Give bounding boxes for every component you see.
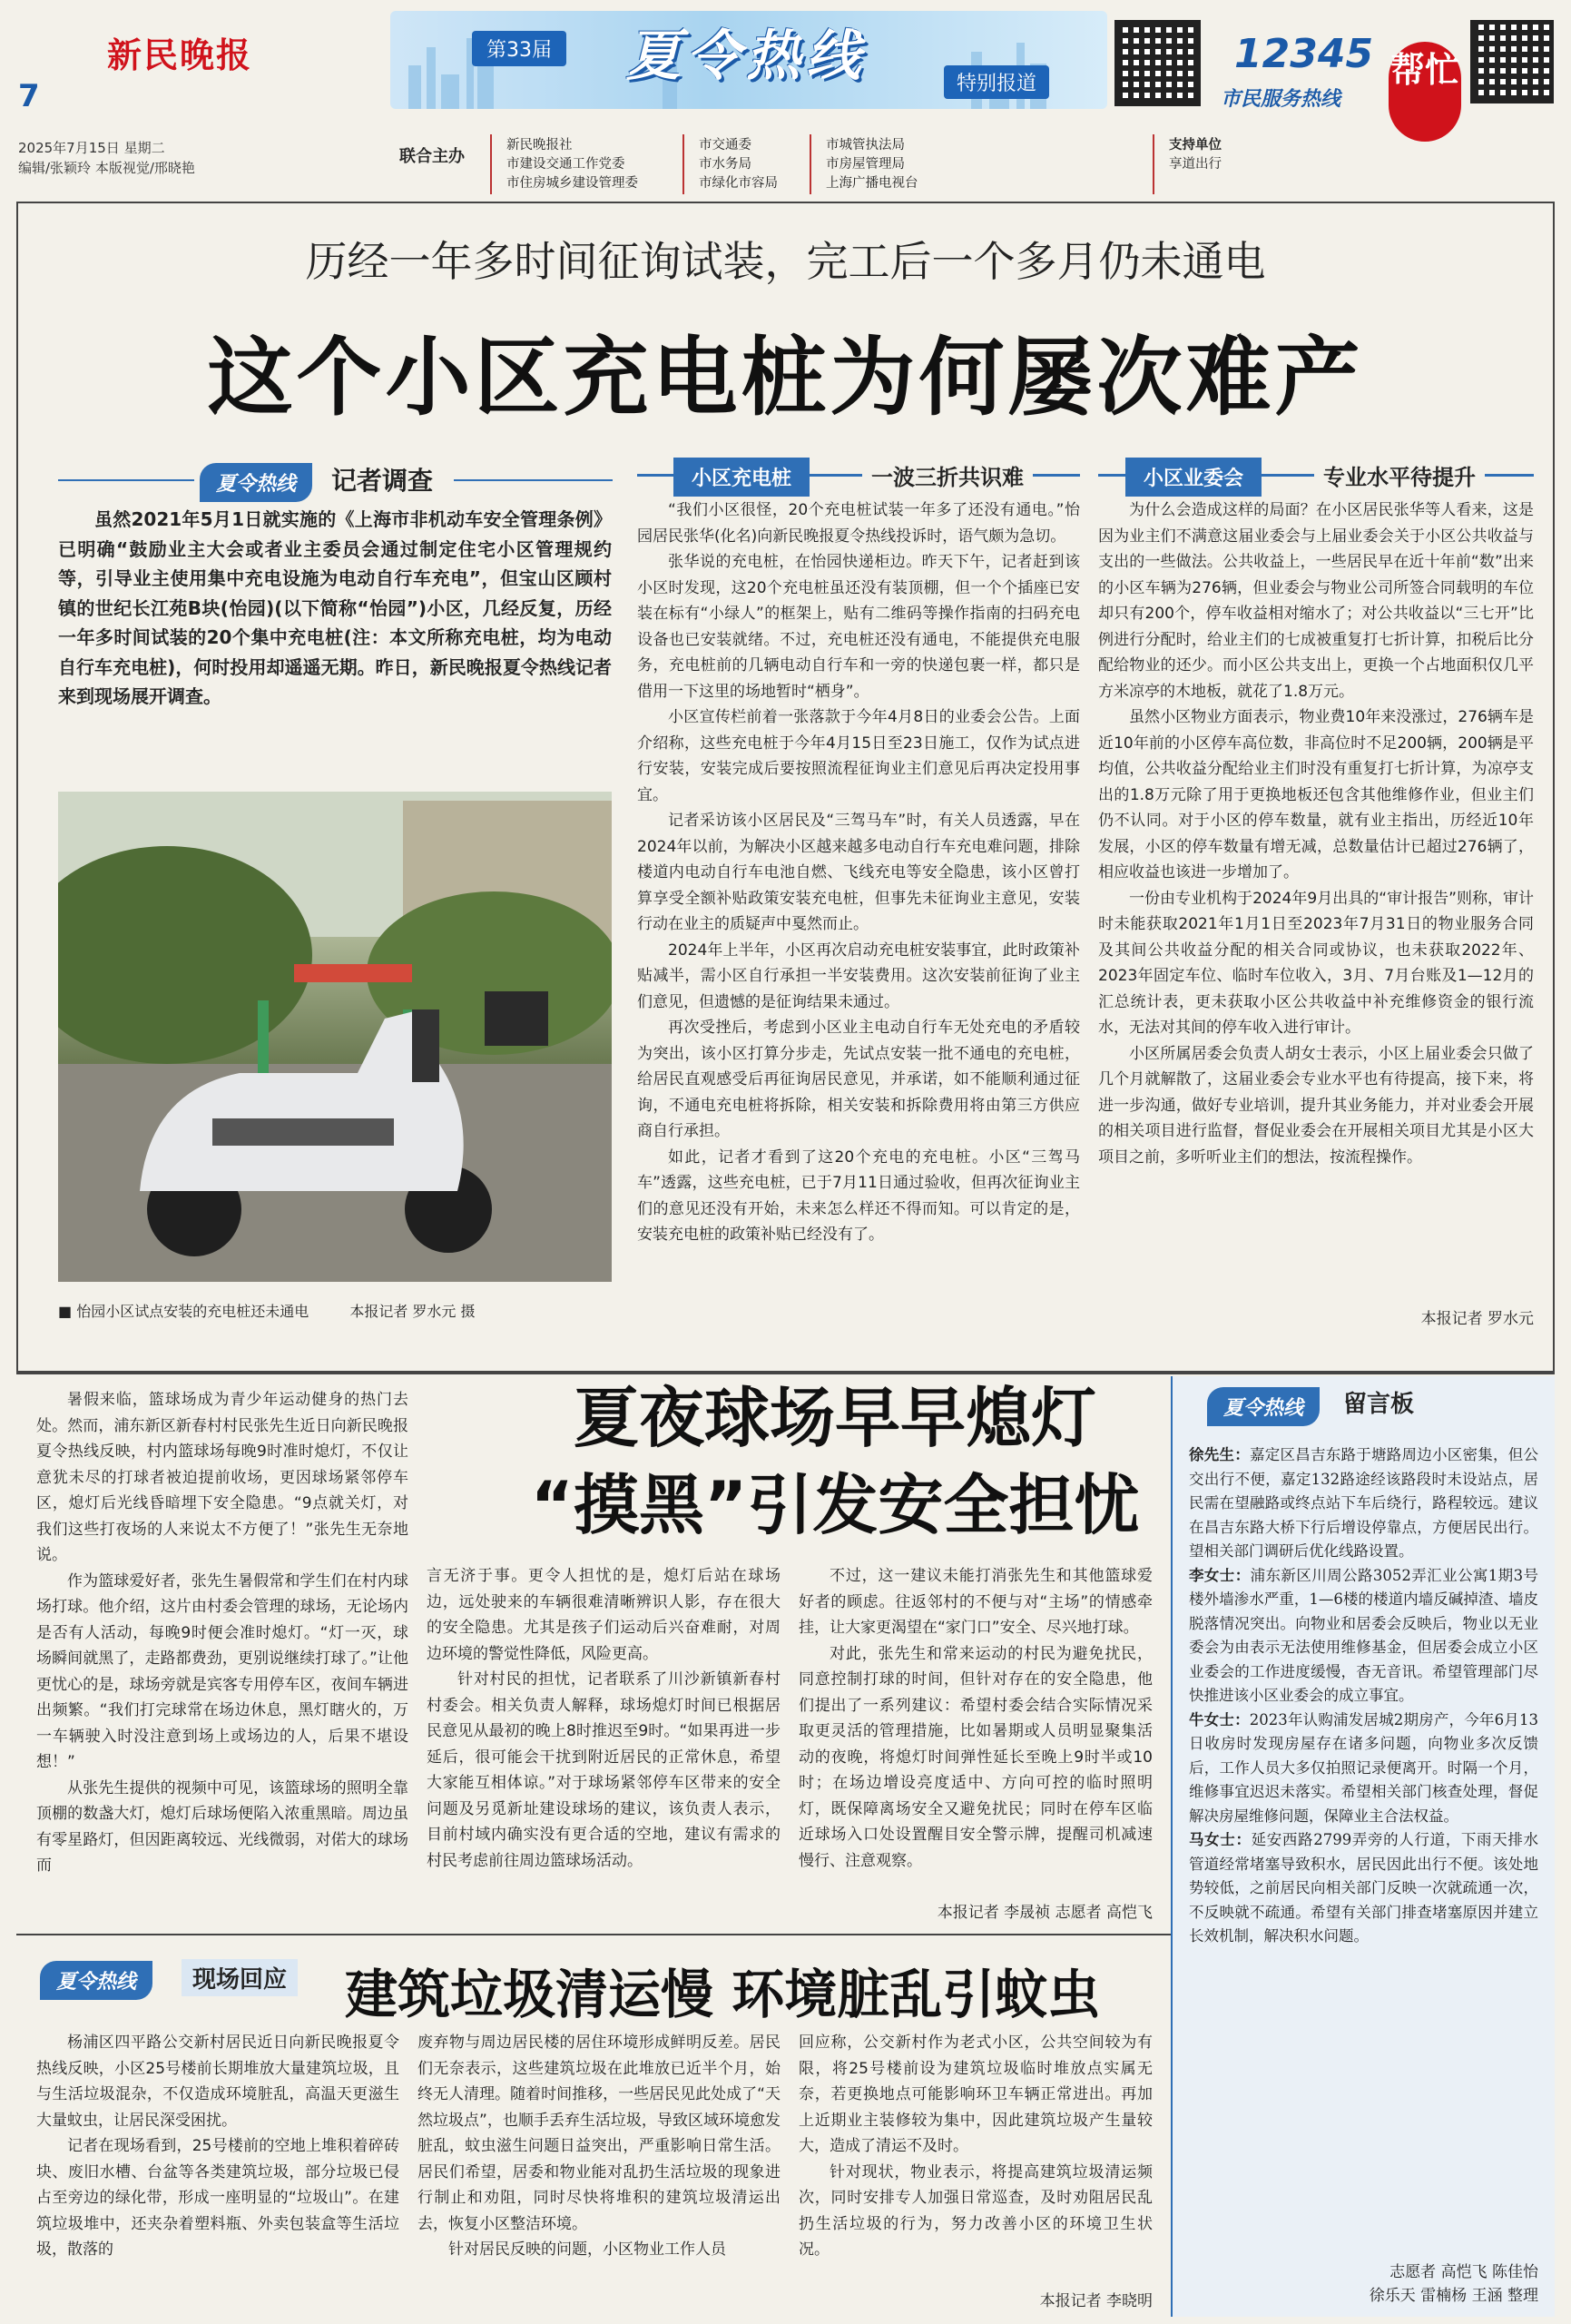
organizers-label: 联合主办: [399, 147, 465, 166]
construction-col3: 回应称，公交新村作为老式小区，公共空间较为有限，将25号楼前设为建筑垃圾临时堆放点实属无奈，若更换地点可能影响环卫车辆正常进出。再加上近期业主装修较为集中，因此建筑垃圾产生量较大，造成了清运不及时。 针对现状，物业表示，将提高建筑垃圾清运频次，同时安排专人加强日常巡查，及时劝阻居民乱扔生活垃圾的行为，努力改善小区的环境卫生状况。: [799, 2034, 1153, 2259]
divider: [58, 479, 194, 481]
section1-body: “我们小区很怪，20个充电桩试装一年多了还没有通电。”怡园居民张华(化名)向新民晚报夏令热线投诉时，语气颇为急切。 张华说的充电桩，在怡园快递柜边。昨天下午，记者赶到该小区时发现，这20个充电桩虽还没有装顶棚，但一个个插座已安装在标有“小绿人”的框架上，贴有二维码等操作指南的扫码充电设备也已安装就绪。不过，充电桩还没有通电，不能提供充电服务，充电桩前的几辆电动自行车和一旁的快递包裹一样，都只是借用一下这里的场地暂时“栖身”。 小区宣传栏前着一张落款于今年4月8日的业委会公告。上面介绍称，这些充电桩于今年4月15日至23日施工，仅作为试点进行安装，安装完成后要按照流程征询业主们意见后再决定投用事宜。 记者采访该小区居民及“三驾马车”时，有关人员透露，早在2024年以前，为解决小区越来越多电动自行车充电难问题，排除楼道内电动自行车电池自燃、飞线充电等安全隐患，该小区曾打算享受全额补贴政策安装充电桩，但事先未征询业主意见，安装行动在业主的质疑声中戛然而止。 2024年上半年，小区再次启动充电桩安装事宜，此时政策补贴减半，需小区自行承担一半安装费用。这次安装前征询了业主们意见，但遗憾的是征询结果未通过。 再次受挫后，考虑到小区业主电动自行车无处充电的矛盾较为突出，该小区打算分步走，先试点安装一批不通电的充电桩，给居民直观感受后再征询居民意见，并承诺，如不能顺利通过征询，不通电充电桩将拆除，相关安装和拆除费用将由第三方供应商自行承担。 如此，记者才看到了这20个充电的充电桩。小区“三驾马车”透露，这些充电桩，已于7月11日通过验收，但再次征询业主们的意见还没有开始，未来怎么样还不得而知。可以肯定的是，安装充电桩的政策补贴已经没有了。: [637, 501, 1080, 1244]
hotline-number: 12345: [1234, 31, 1374, 77]
lead-byline: 本报记者 罗水元: [1420, 1310, 1534, 1328]
section1-tag: 小区充电桩: [673, 458, 810, 497]
lead-intro: 虽然2021年5月1日就实施的《上海市非机动车安全管理条例》已明确“鼓励业主大会或者业主委员会通过制定住宅小区管理规约等，引导业主使用集中充电设施为电动自行车充电”，但宝山区顾村镇的世纪长江苑B块(怡园)(以下简称“怡园”)小区，几经反复，历经一年多时间试装的20个集中充电桩(注：本文所称充电桩，均为电动自行车充电桩)，何时投用却遥遥无期。昨日，新民晚报夏令热线记者来到现场展开调查。: [58, 508, 612, 707]
column-name: 留言板: [1343, 1391, 1415, 1418]
message-credit-1: 志愿者 高恺飞 陈佳怡: [1389, 2263, 1538, 2281]
column-name: 现场回应: [182, 1959, 298, 1996]
photo-caption: ■ 怡园小区试点安装的充电桩还未通电 本报记者 罗水元 摄: [58, 1303, 476, 1320]
issue-date: 2025年7月15日 星期二: [18, 140, 165, 156]
construction-byline: 本报记者 李晓明: [1039, 2292, 1153, 2310]
charging-pile-photo: [58, 792, 612, 1282]
section2-tag: 小区业委会: [1125, 458, 1262, 497]
construction-col1: 杨浦区四平路公交新村居民近日向新民晚报夏令热线反映，小区25号楼前长期堆放大量建筑垃圾，且与生活垃圾混杂，不仅造成环境脏乱，高温天更滋生大量蚊虫，让居民深受困扰。 记者在现场看到，25号楼前的空地上堆积着碎砖块、废旧水槽、台盆等各类建筑垃圾，部分垃圾已侵占至旁边的绿化带，形成一座明显的“垃圾山”。在建筑垃圾堆中，还夹杂着塑料瓶、外卖包装盒等生活垃圾，散落的: [36, 2034, 399, 2259]
basketball-headline: 夏夜球场早早熄灯 “摸黑”引发安全担忧: [530, 1380, 1140, 1543]
message-item: 马女士：延安西路2799弄旁的人行道，下雨天排水管道经常堵塞导致积水，居民因此出行不便。该处地势较低，之前居民向相关部门反映一次就疏通一次，不反映就不疏通。希望有关部门排查堵塞原因并建立长效机制，解决积水问题。: [1189, 1831, 1539, 1945]
divider: [810, 134, 811, 194]
divider: [682, 134, 684, 194]
section1-title: 一波三折共识难: [862, 459, 1033, 491]
lead-subtitle: 历经一年多时间征询试装，完工后一个多月仍未通电: [305, 237, 1266, 286]
divider: [16, 1934, 1171, 1935]
bangmang-badge: 帮忙: [1389, 42, 1461, 142]
column-tag: 夏令热线: [200, 463, 312, 502]
construction-col2: 废弃物与周边居民楼的居住环境形成鲜明反差。居民们无奈表示，这些建筑垃圾在此堆放已近半个月，始终无人清理。随着时间推移，一些居民见此处成了“天然垃圾点”，也顺手丢弃生活垃圾，导致区域环境愈发脏乱，蚊虫滋生问题日益突出，严重影响日常生活。居民们希望，居委和物业能对乱扔生活垃圾的现象进行制止和劝阻，同时尽快将堆积的建筑垃圾清运出去，恢复小区整洁环境。 针对居民反映的问题，小区物业工作人员: [417, 2034, 781, 2259]
basketball-col1: 暑假来临，篮球场成为青少年运动健身的热门去处。然而，浦东新区新春村村民张先生近日向新民晚报夏令热线反映，村内篮球场每晚9时准时熄灯，不仅让意犹未尽的打球者被迫提前收场，更因球场紧邻停车区，熄灯后光线昏暗埋下安全隐患。“9点就关灯，对我们这些打夜场的人来说太不方便了！”张先生无奈地说。 作为篮球爱好者，张先生暑假常和学生们在村内球场打球。他介绍，这片由村委会管理的球场，无论场内是否有人活动，每晚9时便会准时熄灯。“灯一灭，球场瞬间就黑了，走路都费劲，更别说继续打球了。”让他更忧心的是，球场旁就是宾客专用停车区，夜间车辆进出频繁。“我们打完球常在场边休息，黑灯瞎火的，万一车辆驶入时没注意到场上或场边的人，后果不堪设想！” 从张先生提供的视频中可见，该篮球场的照明全靠顶棚的数盏大灯，熄灯后球场便陷入浓重黑暗。周边虽有零星路灯，但因距离较远、光线微弱，对偌大的球场而: [36, 1391, 408, 1875]
organizers-col3: 市城管执法局 市房屋管理局 上海广播电视台: [826, 138, 918, 191]
message-item: 李女士：浦东新区川周公路3052弄汇业公寓1期3号楼外墙渗水严重，1—6楼的楼道内墙反碱掉渣、墙皮脱落情况突出。向物业和居委会反映后，物业以无业委会为由表示无法使用维修基金，但居委会成立小区业委会的工作进度缓慢，杳无音讯。希望管理部门尽快推进该小区业委会的成立事宜。: [1189, 1566, 1538, 1704]
brand-title: 夏令热线: [626, 25, 866, 88]
photo-scene: [58, 792, 612, 1282]
divider: [1153, 134, 1154, 194]
basketball-byline: 本报记者 李晟祯 志愿者 高恺飞: [937, 1904, 1153, 1922]
qr-code-icon[interactable]: [1114, 20, 1201, 106]
message-item: 徐先生：嘉定区昌吉东路于塘路周边小区密集，但公交出行不便，嘉定132路途经该路段时未设站点，居民需在望融路或终点站下车后绕行，路程较远。建议在昌吉东路大桥下行后增设停靠点，方便居民出行。望相关部门调研后优化线路设置。: [1189, 1446, 1538, 1560]
column-tag: 夏令热线: [1207, 1387, 1320, 1426]
organizers-col1: 新民晚报社 市建设交通工作党委 市住房城乡建设管理委: [506, 138, 638, 191]
section2-title: 专业水平待提升: [1314, 459, 1485, 491]
divider: [490, 134, 492, 194]
support-units: 支持单位 享道出行: [1169, 138, 1222, 172]
basketball-col2: 言无济于事。更令人担忧的是，熄灯后站在球场边，远处驶来的车辆很难清晰辨识人影，存在很大的安全隐患。尤其是孩子们运动后兴奋难耐，对周边环境的警觉性降低，风险更高。 针对村民的担忧，记者联系了川沙新镇新春村村委会。相关负责人解释，球场熄灯时间已根据居民意见从最初的晚上8时推迟至9时。“如果再进一步延后，很可能会干扰到附近居民的正常休息，希望大家能互相体谅。”对于球场紧邻停车区带来的安全问题及另觅新址建设球场的建议，该负责人表示，目前村域内确实没有更合适的空地，建议有需求的村民考虑前往周边篮球场活动。: [427, 1567, 781, 1870]
lead-headline: 这个小区充电桩为何屡次难产: [207, 329, 1364, 428]
section2-body: 为什么会造成这样的局面？在小区居民张华等人看来，这是因为业主们不满意这届业委会与上届业委会关于小区公共收益与支出的一些做法。公共收益上，一些居民早在近十年前“数”出来的小区车辆为276辆，但业委会与物业公司所签合同载明的车位却只有200个，停车收益相对缩水了；对公共收益以“三七开”比例进行分配时，给业主们的七成被重复打七折计算，扣税后比分配给物业的还少。而小区公共支出上，更换一个占地面积仅几平方米凉亭的木地板，就花了1.8万元。 虽然小区物业方面表示，物业费10年来没涨过，276辆车是近10年前的小区停车高位数，非高位时不足200辆，200辆是平均值，公共收益分配给业主们时没有重复打七折计算，为凉亭支出的1.8万元除了用于更换地板还包含其他维修作业，但业主们仍不认同。对于小区的停车数量，就有业主指出，历经近10年发展，小区的停车数量有增无减，总数量估计已超过276辆了，相应收益也该进一步增加了。 一份由专业机构于2024年9月出具的“审计报告”则称，审计时未能获取2021年1月1日至2023年7月31日的物业服务合同及其间公共收益分配的相关合同或协议，也未获取2022年、2023年固定车位、临时车位收入，3月、7月台账及1—12月的汇总统计表，更未获取小区公共收益中补充维修资金的银行流水，无法对其间的停车收入进行审计。 小区所属居委会负责人胡女士表示，小区上届业委会只做了几个月就解散了，这届业委会专业水平也有待提高，接下来，将进一步沟通，做好专业培训，提升其业务能力，并对业委会开展的相关项目进行监督，督促业委会在开展相关项目尤其是小区大项目之前，多听听业主们的想法，按流程操作。: [1098, 501, 1534, 1167]
organizers-col2: 市交通委 市水务局 市绿化市容局: [699, 138, 778, 191]
construction-headline: 建筑垃圾清运慢 环境脏乱引蚊虫: [345, 1964, 1101, 2025]
message-credit-2: 徐乐天 雷楠杨 王涵 整理: [1369, 2287, 1538, 2305]
page-number: 7: [18, 78, 40, 114]
edition-badge: 第33届: [472, 31, 566, 66]
qr-code-icon[interactable]: [1470, 20, 1554, 103]
basketball-col3: 不过，这一建议未能打消张先生和其他篮球爱好者的顾虑。往返邻村的不便与对“主场”的情感牵挂，让大家更渴望在“家门口”安全、尽兴地打球。 对此，张先生和常来运动的村民为避免扰民，同意控制打球的时间，但针对存在的安全隐患，他们提出了一系列建议：希望村委会结合实际情况采取更灵活的管理措施，比如暑期或人员明显聚集活动的夜晚，将熄灯时间弹性延长至晚上9时半或10时；在场边增设亮度适中、方向可控的临时照明灯，既保障离场安全又避免扰民；同时在停车区临近球场入口处设置醒目安全警示牌，提醒司机减速慢行、注意观察。: [799, 1567, 1153, 1870]
column-tag: 夏令热线: [40, 1961, 152, 2000]
hotline-name: 市民服务热线: [1221, 88, 1341, 111]
message-list: [1189, 1443, 1538, 2251]
divider: [454, 479, 613, 481]
message-item: 牛女士：2023年认购浦发居城2期房产，今年6月13日收房时发现房屋存在诸多问题，向物业多次反馈后，工作人员大多仅拍照记录便离开。时隔一个月，维修事宜迟迟未落实。希望相关部门核查处理，督促解决房屋维修问题，保障业主合法权益。: [1189, 1710, 1538, 1825]
newspaper-logo: 新民晚报: [107, 34, 253, 75]
column-name: 记者调查: [331, 466, 434, 496]
editor-credits: 编辑/张颖玲 本版视觉/邢晓艳: [18, 160, 195, 176]
special-report-badge: 特别报道: [944, 65, 1049, 99]
